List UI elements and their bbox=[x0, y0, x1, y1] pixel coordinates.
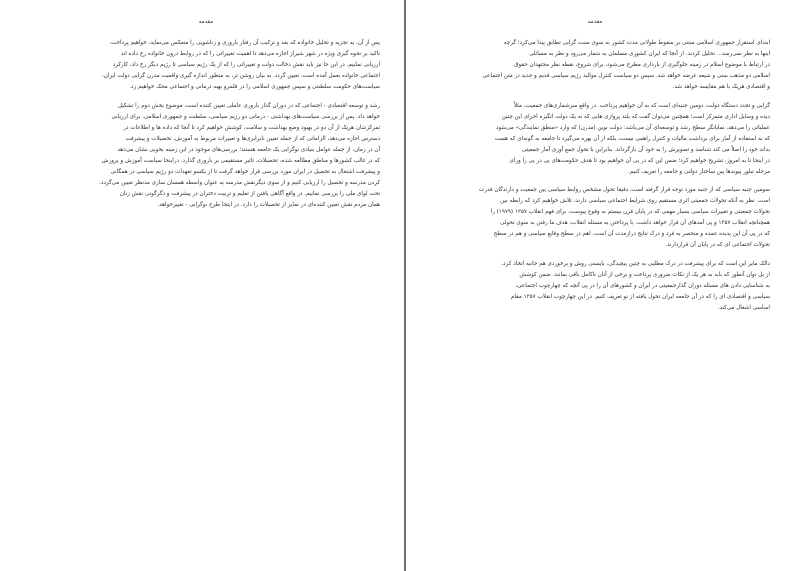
left-page bbox=[0, 0, 404, 571]
paragraph: پس از آن، به تجزیه و تحلیل خانواده که بعد و ترکیب آن رفتار باروری و زناشویی را منعکس می‌نماید، خواهیم پرداخت. تاکید بر نحوه گیری ویژه در شهر شیراز اجازه می‌دهد تا اهمیت تغییراتی را که در روابط درون خانواده رخ داده اند ارزیابی نماییم. در این جا نیز باید نقش دخالت دولت و تغییراتی را که از یک رژیم سیاسی تا رژیم دیگر رخ داد، کارکرد اجتماعی خانواده بعمل آمده است، تعیین گردد. به بیان روشن تر، به منظور اندازه گیری واقعیت مدرن گرایی دولت ایران، سیاست‌های حکومت سلطنتی و سپس جمهوری اسلامی را در قلمرو بهبه درمانی و اجتماعی محک خواهیم زد. bbox=[101, 40, 380, 90]
running-head: مقدمه bbox=[198, 19, 214, 25]
right-page bbox=[406, 0, 810, 571]
paragraph: رشد و توسعه اقتصادی - اجتماعی که در دوران گذار باروری عاملی تعیین کننده است، موضوع بخش دوم را تشکیل خواهد داد. پس از بررسی سیاست‌های بهداشتی - درمانی دو رژیم سیاسی، سلطنت و جمهوری اسلامی، برای ارزیابی تمرکزشان هریک از آن دو در بهبود وضع بهداشت و سلامت، کوشش خواهیم کرد تا آنجا که داده ها و اطلاعات در دسترس اجازه می‌دهد، الزاماتی که از جمله تعیین نابرابری‌ها و تغییرات مربوط به آموزش، تحصیلات و پیشرفت آن در زمان، از جمله عوامل بنیادی نوگرایی یک جامعه هستند؛ بررسی‌های موجود در این زمینه بخوبی نشان می‌دهد که در غالب کشورها و مناطق مطالعه شده، تحصیلات، تاثیر مستقیمی بر باروری گذارد. دراینجا سیاست آموزش و پرورش و پیشرفت اشتغال به تحصیل در ایران مورد بررسی قرار خواهد گرفت تا از یکسو تعهدات دو رژیم سیاسی در همگانی کردن مدرسه و تحصیل را ارزیابی کنیم و از سوی دیگرنقش مدرسه به عنوان واسطه همسان سازی مدنظر تعیین می‌گردد. تحت لوای ملی را بررسی نماییم. در واقع آگاهی یافتن از تعلیم و تربیت دختران در پیشرفت و دگرگونی نقش زنان همان مردم نقش تعیین کننده‌ای در تمایز از تحصیلات را دارد. در اینجا طرح نوگرایی - تغییرخواهد. bbox=[99, 102, 380, 208]
paragraph: سومین جنبه سیاسی که از جنبه مورد توجه قرار گرفته است، دقیقا تحول مشخص روابط سیاسی بین جمعیت و دارندگان قدرت است. نظر به آنکه تحولات جمعیتی اثری مستقیم روی شرایط اجتماعی سیاسی دارند، تلاش خواهیم کرد که رابطه بین تحولات جمعیتی و تغییرات سیاسی بسیار مهمی که در پایان قرن بیستم به وقوع پیوست، برای فهم انقلاب ۱۳۵۷ (۱۹۷۹) را همچنانچه انقلاب ۱۳۵۷ و پی آمدهای آن قرار خواهد داشت. با پرداختن به مسئله انقلاب، هدف ما رفتن به سوی تحولی که در پی آن این پدیده عمده و منحصر به فرد و درک نتایج درازمدت آن است، اهم در سطح وقایع سیاسی و هم در سطح تحولات اجتماعی ای که در پایان آن قراردارند. bbox=[478, 187, 770, 248]
right-page-body bbox=[420, 38, 770, 314]
paragraph: دالک مایر این است که برای پیشرفت در درک مطلبی به چنین پیچیدگی، بایستی روش و برخوردی هم جانبه اتخاذ کرد، از پل توان آنطور که باید به هر یک از نکات ضروری پرداخت و برخی از آنان ناکامل باقی بمانند. ضمن کوشش به شناسایی دادن های مسئله دوران گذارجمعیتی در ایران و کشورهای آن را در پی آنچه که چهارچوب اجتماعی، سیاسی و اقتصادی ای را که در آن جامعه ایران تحول یافته از نو تعریف کنیم. در این چهارچوب انقلاب ۱۳۵۷ مقام اساسی اشغال می‌کند. bbox=[501, 260, 770, 311]
paragraph: ابتدای استقرار جمهوری اسلامی مبتنی بر سقوط طولانی مدت کشور به سوی سنت گرایی تطابق پیدا می‌کرد؛ گرچه اینها به نظر نمی‌رسد... تحلیل کردند. از آنجا که ایران کشوری مسلمان به شمار می‌رود و نظر به مسائلی در ارتباط با موضوع اسلام در زمینه جلوگیری از بارداری مطرح می‌شود، برای شروع، نقطه نظر مجتهدان حقوق اسلامی دو مذهب سنی و شیعه عرضه خواهد شد. سپس دو سیاست کنترل موالید رژیم سیاسی قدیم و جدید در متن اجتماعی و اقتصادی هریک با هم مقایسه خواهد شد. bbox=[482, 40, 770, 90]
paragraph: گرایی و تجدد دستگاه دولت، دومین جنبه‌ای است که به آن خواهیم پرداخت. در واقع سرشماری‌های جمعیت، مثلاً دیده و وسایل اداری متمرکز است؛ همچنین می‌توان گفت که بلند پروازی هایی که به یک دولت انگیزه اجرای این چنین عملیاتی را می‌دهد، نمایانگر سطح رشد و توسعه‌ای آن می‌باشد: دولت نوین (مدرن) که وارد «منطق نمایندگی» می‌شود که به استفاده از آمار برای برداشت مالیات و کنترل راهمی نیست، بلکه از آن بهره می‌گیرد تا جامعه به گونه‌ای که هست بداند خود را اصلاً می کند شناسد و تصویرش را به خود آن بازگرداند. بنابراین با تحول جمع آوری آمار جمعیتی در اینجا تا به امروز، تشریح خواهیم کرد؛ ضمن این که در پی آن خواهیم بود تا هدف حکومت‌های پی در پی را ورای مرحله تبلور پیوندها بین ساختار دولتی و جامعه را تعریف کنیم. bbox=[494, 102, 770, 175]
left-page-body bbox=[32, 38, 380, 211]
running-head: مقدمه bbox=[587, 19, 603, 25]
